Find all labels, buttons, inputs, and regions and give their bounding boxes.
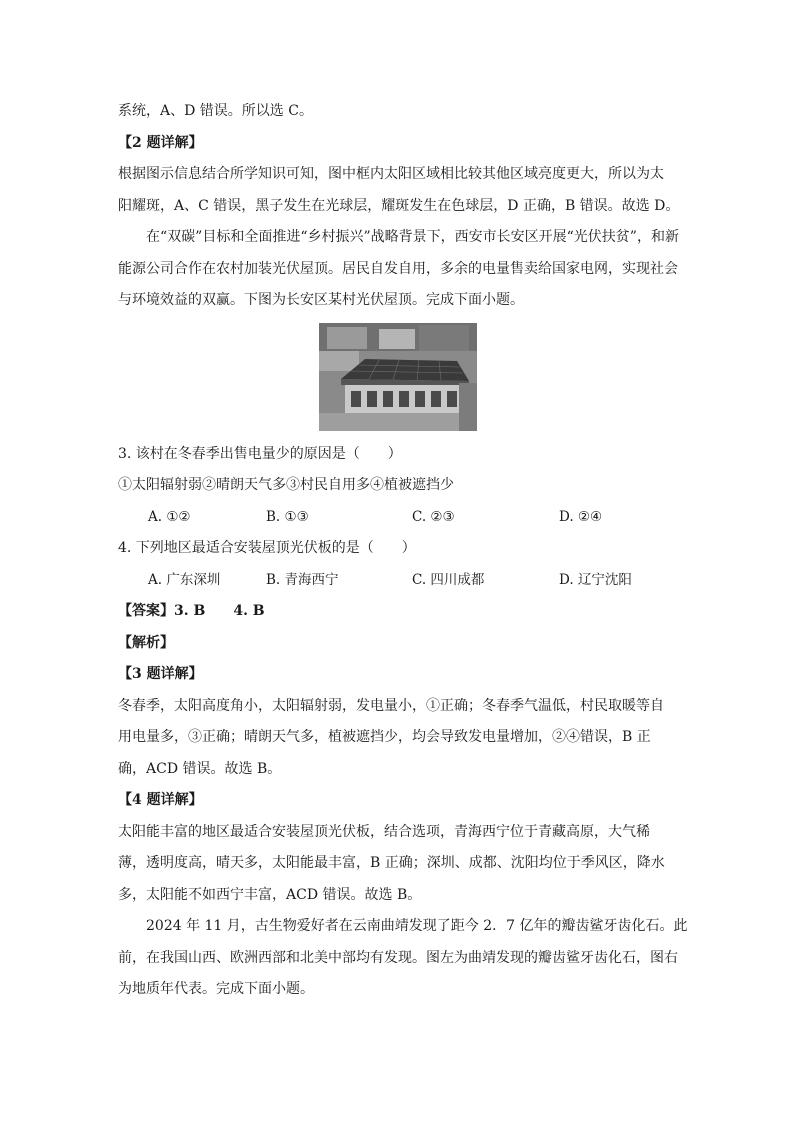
text-line: 根据图示信息结合所学知识可知，图中框内太阳区域相比较其他区域亮度更大，所以为太 — [118, 166, 664, 182]
text-line: 太阳能丰富的地区最适合安装屋顶光伏板，结合选项，青海西宁位于青藏高原，大气稀 — [118, 823, 650, 840]
option-a: A. 广东深圳 — [148, 571, 221, 588]
analysis-heading: 【解析】 — [118, 634, 174, 651]
option-c: C. 四川成都 — [412, 571, 485, 588]
question-4-stem: 4. 下列地区最适合安装屋顶光伏板的是（ ） — [118, 540, 416, 556]
figure — [118, 323, 678, 431]
question-3-options — [118, 502, 678, 534]
passage-line: 在“双碳”目标和全面推进“乡村振兴”战略背景下，西安市长安区开展“光伏扶贫”，和新 — [146, 229, 679, 245]
text-line: 确，ACD 错误。故选 B。 — [118, 760, 282, 777]
passage-line: 前，在我国山西、欧洲西部和北美中部均有发现。图左为曲靖发现的瓣齿鲨牙齿化石，图右 — [118, 949, 678, 966]
question-4-options — [118, 565, 678, 597]
section-heading: 【3 题详解】 — [118, 666, 203, 682]
question-3-stem: 3. 该村在冬春季出售电量少的原因是（ ） — [118, 445, 402, 462]
answer-line: 【答案】3. B 4. B — [118, 603, 265, 619]
document-page — [118, 96, 688, 1006]
section-heading: 【2 题详解】 — [118, 134, 203, 151]
option-c: C. ②③ — [412, 508, 455, 525]
text-line: 多，太阳能不如西宁丰富，ACD 错误。故选 B。 — [118, 886, 422, 903]
section-heading: 【4 题详解】 — [118, 792, 203, 808]
text-line: 阳耀斑，A、C 错误，黑子发生在光球层，耀斑发生在色球层，D 正确，B 错误。故选 D。 — [118, 197, 680, 214]
option-d: D. ②④ — [559, 508, 603, 525]
text-line: 系统，A、D 错误。所以选 C。 — [118, 103, 313, 119]
passage-line: 2024 年 11 月，古生物爱好者在云南曲靖发现了距今 2．7 亿年的瓣齿鲨牙齿化石。此 — [146, 918, 688, 934]
option-d: D. 辽宁沈阳 — [559, 571, 632, 588]
option-a: A. ①② — [148, 508, 191, 525]
text-line: 薄，透明度高，晴天多，太阳能最丰富，B 正确；深圳、成都、沈阳均位于季风区，降水 — [118, 855, 665, 871]
passage-line: 能源公司合作在农村加装光伏屋顶。居民自发自用，多余的电量售卖给国家电网，实现社会 — [118, 260, 678, 277]
text-line: 冬春季，太阳高度角小，太阳辐射弱，发电量小，①正确；冬春季气温低，村民取暖等自 — [118, 697, 664, 714]
option-b: B. ①③ — [266, 508, 309, 525]
option-b: B. 青海西宁 — [266, 571, 339, 588]
question-3-statements: ①太阳辐射弱②晴朗天气多③村民自用多④植被遮挡少 — [118, 477, 454, 493]
text-line: 用电量多，③正确；晴朗天气多，植被遮挡少，均会导致发电量增加，②④错误，B 正 — [118, 729, 651, 745]
passage-line: 与环境效益的双赢。下图为长安区某村光伏屋顶。完成下面小题。 — [118, 292, 524, 308]
passage-line: 为地质年代表。完成下面小题。 — [118, 981, 314, 997]
solar-roof-photo — [319, 323, 477, 431]
